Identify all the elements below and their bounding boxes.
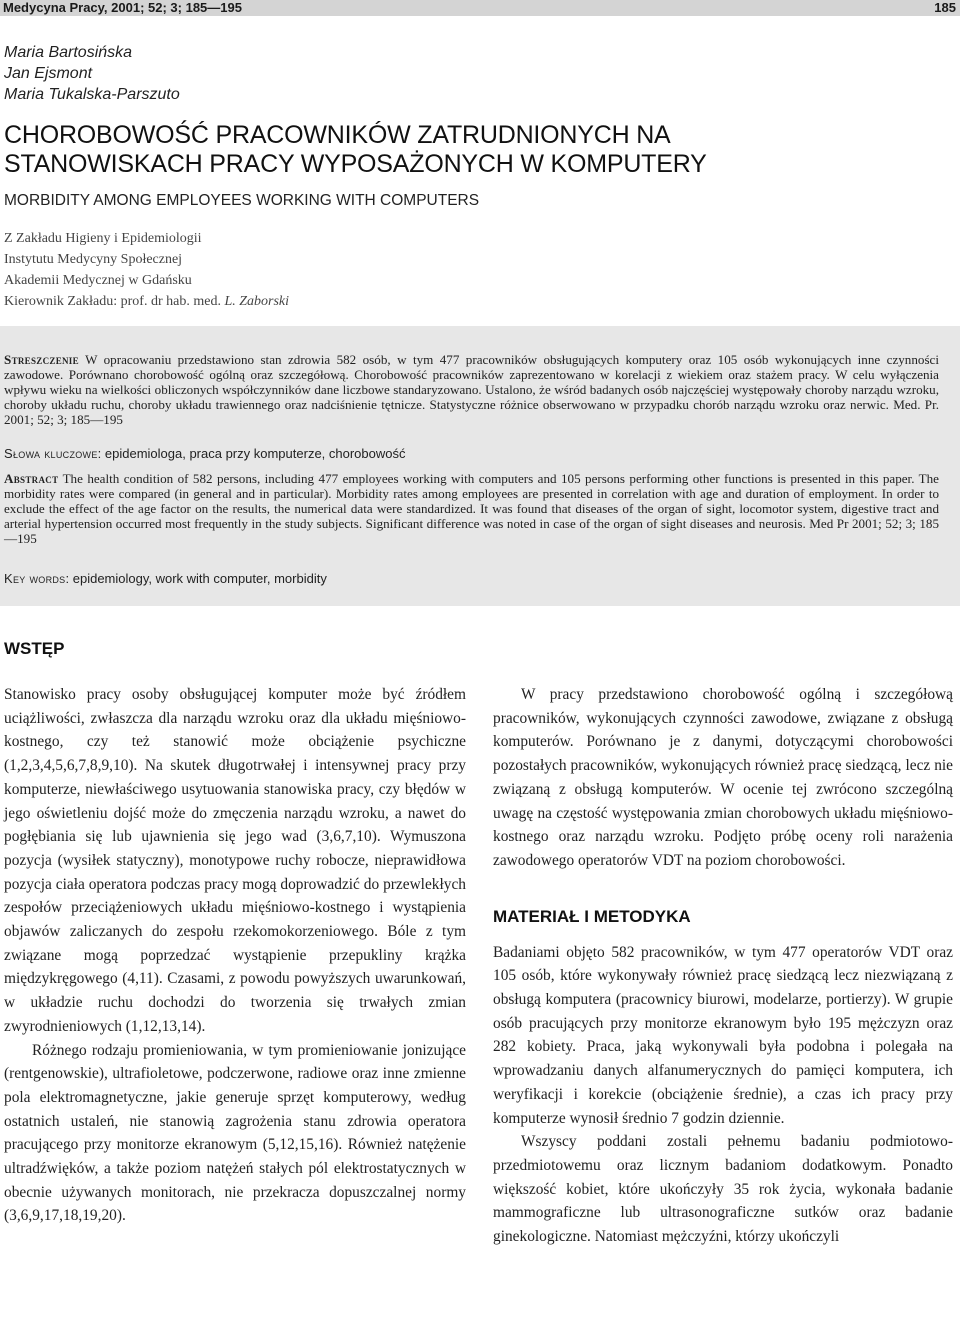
author: Jan Ejsmont bbox=[4, 65, 93, 82]
paragraph: Badaniami objęto 582 pracowników, w tym 477 operatorów VDT oraz 105 osób, które wykonywały również pracę siedzącą lecz niezwiązaną z obsługą komputera (pracownicy biurowi, modelarze, portierzy). W grupie osób pracujących przy monitorze ekranowym było 195 mężczyzn oraz 282 kobiety. Praca, jaką wykonywali była podobna i polegała na wprowadzaniu danych alfanumerycznych do pamięci komputera, ich weryfikacji i korekcie (obciążenie średnie), a czas ich pracy przy komputerze wynosił średnio 7 godzin dziennie. bbox=[493, 943, 953, 1127]
paragraph: W pracy przedstawiono chorobowość ogólną i szczegółową pracowników, wykonujących czynności zawodowe, związane z obsługą komputerów. Porównano je z danymi, dotyczącymi chorobowości pozostałych pracowników, wykonujących również pracę siedzącą, lecz nie związaną z obsługą komputerów. W ocenie tej zwrócono szczególną uwagę na częstość występowania zmian chorobowych układu mięśniowo-kostnego oraz narządu wzroku. Podjęto próbę oceny roli narażenia zawodowego operatorów VDT na poziom chorobowości. bbox=[493, 686, 953, 869]
abstract-polish bbox=[4, 352, 939, 427]
affiliation-line: Z Zakładu Higieny i Epidemiologii bbox=[4, 231, 202, 246]
author: Maria Tukalska-Parszuto bbox=[4, 86, 180, 103]
affiliation bbox=[4, 228, 289, 312]
keywords-english-label: Key words bbox=[4, 571, 66, 586]
author-list bbox=[4, 42, 180, 105]
article-title-polish bbox=[4, 121, 954, 179]
abstract-english bbox=[4, 471, 939, 546]
abstract-english-label: Abstract bbox=[4, 471, 59, 486]
article-title-english: MORBIDITY AMONG EMPLOYEES WORKING WITH COMPUTERS bbox=[4, 192, 480, 209]
affiliation-head-prefix: Kierownik Zakładu: prof. dr hab. med. bbox=[4, 294, 225, 309]
abstract-box bbox=[0, 326, 960, 606]
section-heading-intro: WSTĘP bbox=[4, 639, 65, 658]
affiliation-head-name: L. Zaborski bbox=[224, 294, 290, 309]
title-line: STANOWISKACH PRACY WYPOSAŻONYCH W KOMPUTERY bbox=[4, 150, 707, 178]
affiliation-head bbox=[4, 291, 289, 312]
paragraph: Stanowisko pracy osoby obsługującej komputer może być źródłem uciążliwości, zwłaszcza dla narządu wzroku oraz dla układu mięśniowo-kostnego, czy też stanowić może obciążenie psychiczne (1,2,3,4,5,6,7,8,9,10). Na skutek długotrwałej i intensywnej pracy przy komputerze, niewłaściwego usytuowania stanowiska pracy, czy błędów w jego oświetleniu dojść może do zmęczenia narządu wzroku, a nawet do pogłębiania się lub ujawnienia się jego wad (3,6,7,10). Wymuszona pozycja (wysiłek statyczny), monotypowe ruchy robocze, nieprawidłowa pozycja ciała operatora podczas pracy mogą doprowadzić do przewlekłych zespołów przeciążeniowych układu mięśniowo-kostnego i wystąpienia objawów zaliczanych do zespołu rzekomokorzeniowego. Bóle z tym związane mogą poprzedzać wystąpienie przepukliny krążka międzykręgowego (4,11). Czasami, z powodu powyższych uwarunkowań, w układzie ruchu dochodzi do tworzenia się trwałych zmian zwyrodnieniowych (1,12,13,14). bbox=[4, 686, 466, 1035]
paragraph: Różnego rodzaju promieniowania, w tym promieniowanie jonizujące (rentgenowskie), ultrafioletowe, podczerwone, radiowe oraz inne zmienne pola elektromagnetyczne, jakie generuje sprzęt komputerowy, według ostatnich ustaleń, nie stanowią zagrożenia stanu zdrowia operatora pracującego przy monitorze ekranowym (5,12,15,16). Również natężenie ultradźwięków, a także poziom natężeń stałych pól elektrostatycznych w obecnie używanych monitorach, nie przekracza dopuszczalnej normy (3,6,9,17,18,19,20). bbox=[4, 1041, 466, 1225]
author: Maria Bartosińska bbox=[4, 44, 133, 61]
journal-header bbox=[0, 0, 960, 16]
keywords-polish-text: epidemiologa, praca przy komputerze, chorobowość bbox=[104, 446, 406, 461]
keywords-english-text: epidemiology, work with computer, morbidity bbox=[72, 571, 327, 586]
paragraph: Wszyscy poddani zostali pełnemu badaniu podmiotowo-przedmiotowemu oraz licznym badaniom dodatkowym. Ponadto większość kobiet, które ukończyły 35 rok życia, wykonała badanie mammograficzne lub ultrasonograficzne sutków oraz badanie ginekologiczne. Natomiast mężczyźni, którzy ukończyli bbox=[493, 1133, 953, 1246]
body-column-right bbox=[493, 683, 953, 1249]
keywords-english: Key words: epidemiology, work with computer, morbidity bbox=[4, 571, 327, 586]
abstract-polish-label: Streszczenie bbox=[4, 352, 79, 367]
affiliation-line: Akademii Medycznej w Gdańsku bbox=[4, 273, 192, 288]
title-line: CHOROBOWOŚĆ PRACOWNIKÓW ZATRUDNIONYCH NA bbox=[4, 121, 671, 149]
abstract-polish-text: W opracowaniu przedstawiono stan zdrowia 582 osób, w tym 477 pracowników obsługujących komputery oraz 105 osób wykonujących inne czynności zawodowe. Porównano chorobowość ogólną oraz szczegółową. Chorobowość pracowników zaprezentowano w korelacji z wiekiem oraz stażem pracy. W celu wyłączenia wpływu wieku na wielkości obliczonych współczynników dane liczbowe standaryzowano. Ustalono, że wśród badanych osób najczęściej występowały choroby narządu wzroku, choroby układu ruchu, choroby układu trawiennego oraz nadciśnienie tętnicze. Statystyczne różnice obserwowano w przypadku chorób narządu wzroku oraz nerwic. Med. Pr. 2001; 52; 3; 185—195 bbox=[4, 352, 939, 428]
keywords-polish: Słowa kluczowe: epidemiologa, praca przy komputerze, chorobowość bbox=[4, 446, 406, 461]
journal-citation: Medycyna Pracy, 2001; 52; 3; 185—195 bbox=[3, 0, 242, 15]
keywords-polish-label: Słowa kluczowe bbox=[4, 446, 98, 461]
body-column-left bbox=[4, 683, 466, 1228]
affiliation-line: Instytutu Medycyny Społecznej bbox=[4, 252, 183, 267]
section-heading-methods: MATERIAŁ I METODYKA bbox=[493, 906, 691, 926]
abstract-english-text: The health condition of 582 persons, including 477 employees working with computers and 105 persons performing other functions is presented in this paper. The morbidity rates were compared (in general and in particular). Morbidity rates among employees are presented in correlation with age and duration of employment. In order to exclude the effect of the age factor on the results, the numerical data were standardized. It was found that diseases of the organ of sight, locomotor system, digestive tract and arterial hypertension occurred most frequently in the study subjects. Significant difference was noted in case of the organ of sight diseases and neurosis. Med Pr 2001; 52; 3; 185—195 bbox=[4, 471, 939, 547]
page-number: 185 bbox=[934, 0, 956, 15]
